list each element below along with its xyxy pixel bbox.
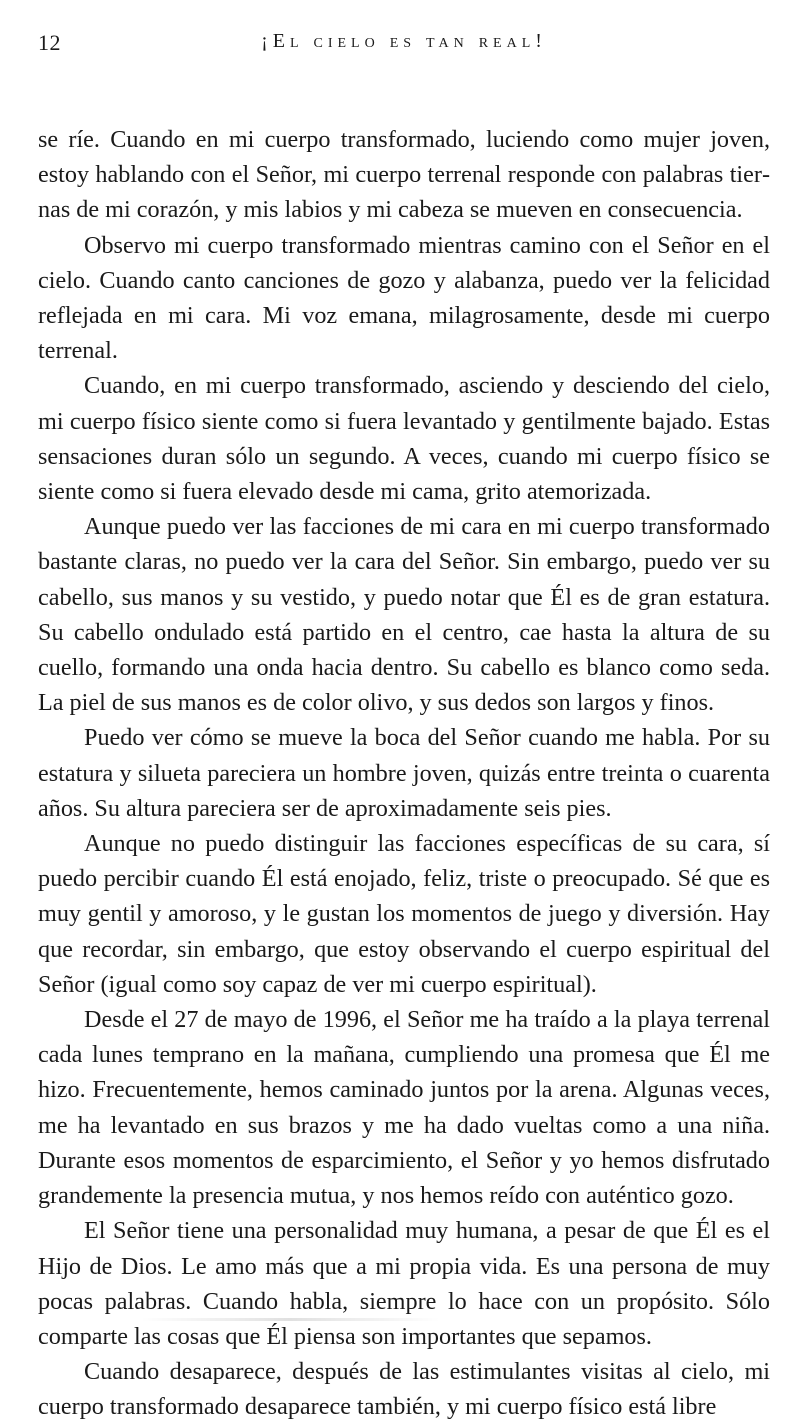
page-number: 12 <box>38 30 61 55</box>
paragraph: El Señor tiene una personalidad muy humana, a pesar de que Él es el Hijo de Dios. Le amo más que a mi propia vida. Es una persona de muy pocas palabras. Cuando habla, siempre lo hace con un propósito. Sólo comparte las cosas que Él piensa son importantes que sepamos. <box>38 1217 770 1350</box>
scan-artifact <box>140 1318 440 1321</box>
paragraph: Observo mi cuerpo transformado mientras camino con el Señor en el cielo. Cuando canto canciones de gozo y alabanza, puedo ver la felicidad reflejada en mi cara. Mi voz emana, milagrosamente, desde mi cuerpo terrenal. <box>38 231 770 365</box>
paragraph: Aunque no puedo distinguir las facciones específicas de su cara, sí puedo percibir cuando Él está enojado, feliz, triste o preocupado. Sé que es muy gentil y amoroso, y le gustan los momentos de juego y diversión. Hay que recordar, sin embargo, que estoy observando el cuerpo espiritual del Señor (igual como soy capaz de ver mi cuerpo espiritual). <box>38 830 770 998</box>
body-text <box>38 122 770 1425</box>
paragraph: Aunque puedo ver las facciones de mi cara en mi cuerpo transformado bastante claras, no puedo ver la cara del Señor. Sin embargo, puedo ver su cabello, sus manos y su vestido, y puedo notar que Él es de gran estatura. Su cabello ondulado está partido en el centro, cae hasta la altura de su cuello, formando una onda hacia dentro. Su cabello es blanco como seda. La piel de sus manos es de color olivo, y sus dedos son largos y finos. <box>38 513 770 717</box>
paragraph: se ríe. Cuando en mi cuerpo transformado, luciendo como mujer joven, estoy hablando con el Señor, mi cuerpo terrenal responde con palabras tiernas de mi corazón, y mis labios y mi cabeza se mueven en consecuencia. <box>38 126 770 224</box>
paragraph: Desde el 27 de mayo de 1996, el Señor me ha traído a la playa terrenal cada lunes temprano en la mañana, cumpliendo una promesa que Él me hizo. Frecuentemente, hemos caminado juntos por la arena. Algunas veces, me ha levantado en sus brazos y me ha dado vueltas como a una niña. Durante esos momentos de esparcimiento, el Señor y yo hemos disfrutado grandemente la presencia mutua, y nos hemos reído con auténtico gozo. <box>38 1006 770 1210</box>
paragraph: Cuando, en mi cuerpo transformado, asciendo y desciendo del cielo, mi cuerpo físico siente como si fuera levantado y gentilmente bajado. Estas sensaciones duran sólo un segundo. A veces, cuando mi cuerpo físico se siente como si fuera elevado desde mi cama, grito atemorizada. <box>38 372 770 506</box>
running-title: ¡El cielo es tan real! <box>261 30 547 52</box>
paragraph: Puedo ver cómo se mueve la boca del Señor cuando me habla. Por su estatura y silueta pareciera un hombre joven, quizás entre treinta o cuarenta años. Su altura pareciera ser de aproximadamente seis pies. <box>38 724 770 822</box>
paragraph: Cuando desaparece, después de las estimulantes visitas al cielo, mi cuerpo transformado desaparece también, y mi cuerpo físico está libre <box>38 1358 770 1421</box>
book-page <box>38 22 770 1425</box>
running-header <box>38 22 770 70</box>
